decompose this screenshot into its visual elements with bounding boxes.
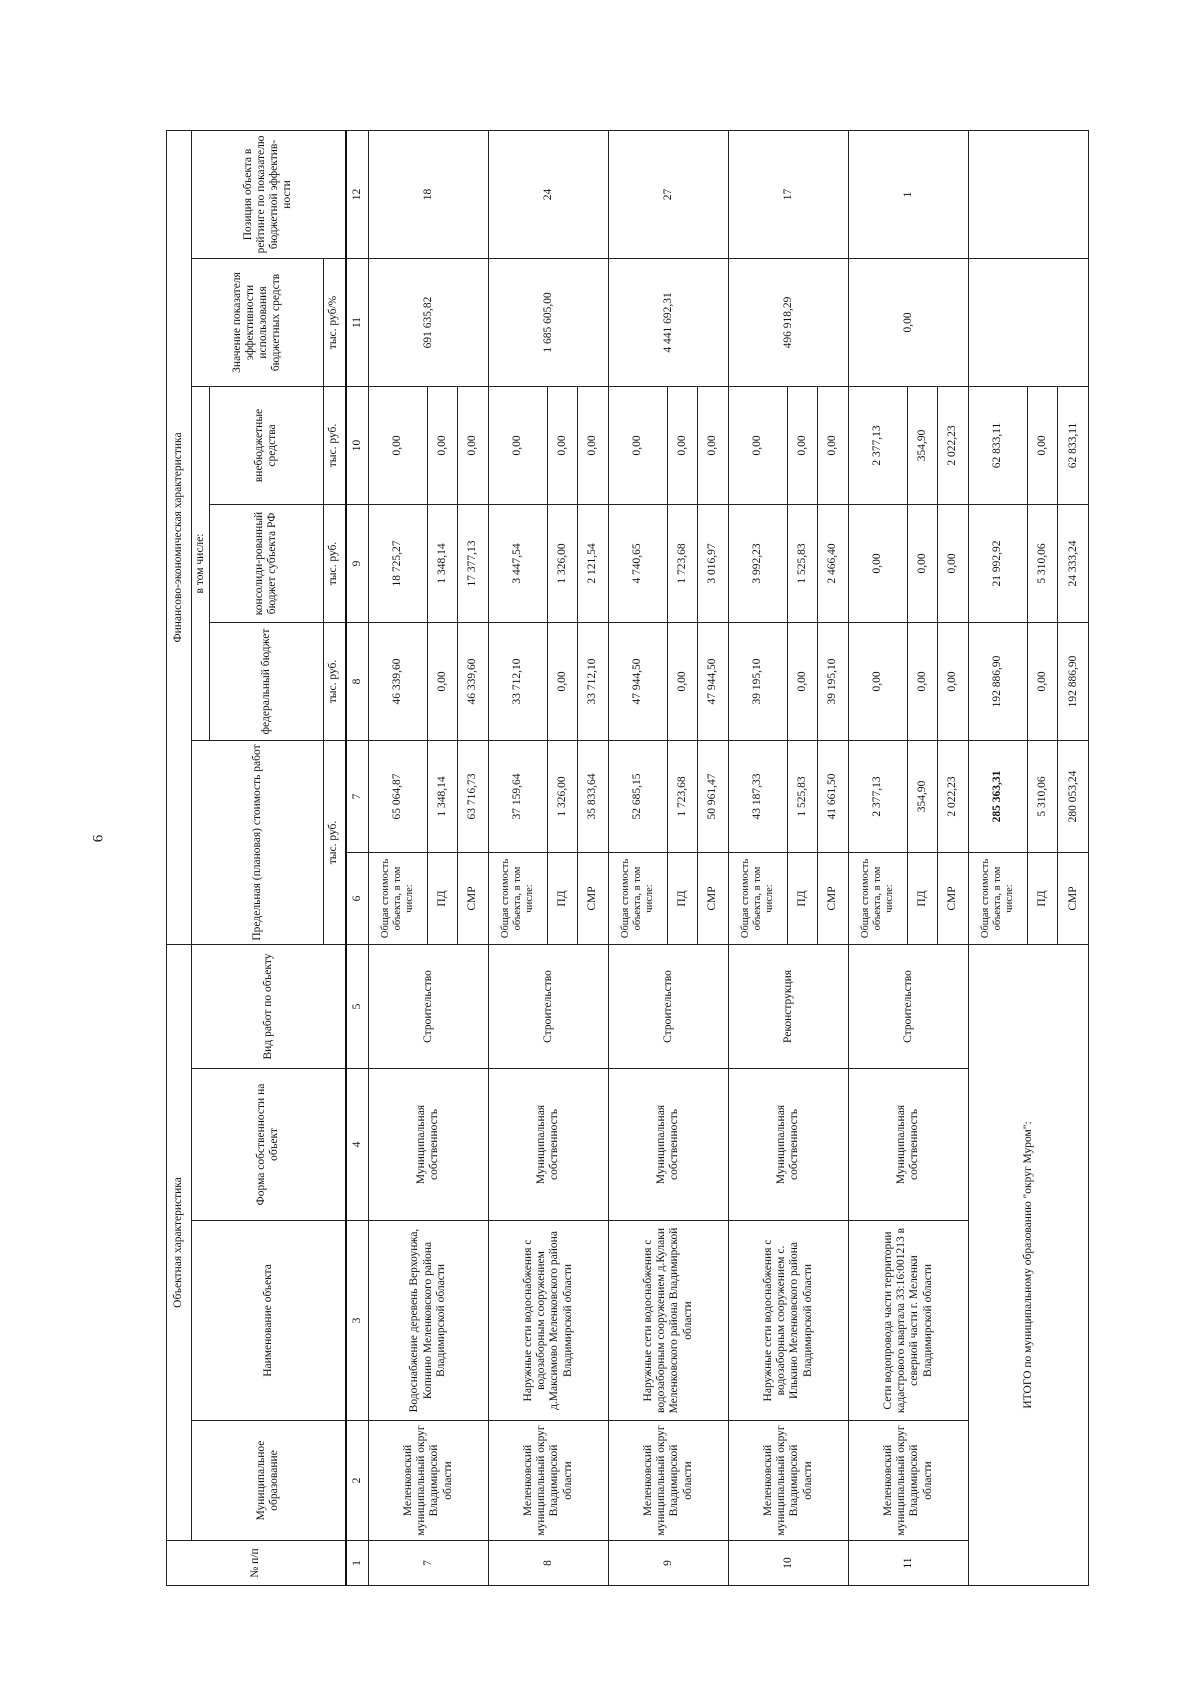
rotated-table-container: [166, 131, 1089, 1586]
header-including: в том числе:: [191, 386, 209, 740]
extra-value: 62 833,11: [968, 386, 1027, 504]
extra-value: 0,00: [488, 386, 547, 504]
cost-value: 35 833,64: [578, 740, 609, 852]
efficiency-cell: 0,00: [848, 258, 968, 386]
object-name-cell: Водоснабжение деревень Верхоунжа, Копнино Меленковского района Владимирской области: [368, 1221, 488, 1421]
cost-component-label: Общая стоимость объекта, в том числе:: [728, 852, 787, 944]
regional-value: 3 016,97: [698, 504, 729, 622]
header-object-name: Наименование объекта: [191, 1221, 345, 1421]
header-cost: Предельная (плановая) стоимость работ: [191, 740, 323, 944]
header-regional: консолиди-рованный бюджет субъекта РФ: [210, 504, 323, 622]
header-federal: федеральный бюджет: [210, 622, 323, 740]
col-number: 12: [346, 130, 369, 258]
municipality-cell: Меленковский муниципальный округ Владимирской области: [728, 1421, 848, 1541]
federal-value: 192 886,90: [968, 622, 1027, 740]
federal-value: 0,00: [427, 622, 458, 740]
total-efficiency-empty: [968, 258, 1088, 386]
cost-value: 1 348,14: [427, 740, 458, 852]
rank-cell: 17: [728, 130, 848, 258]
cost-value: 41 661,50: [818, 740, 849, 852]
work-type-cell: Строительство: [488, 944, 608, 1068]
object-name-cell: Наружные сети водоснабжения с водозаборным сооружением с. Илькино Меленковского района Владимирской области: [728, 1221, 848, 1421]
header-rank: Позиция объекта в рейтинге по показателю бюджетной эффектив-ности: [191, 130, 345, 258]
federal-value: 33 712,10: [488, 622, 547, 740]
federal-value: 39 195,10: [728, 622, 787, 740]
extra-value: 0,00: [427, 386, 458, 504]
total-label: ИТОГО по муниципальному образованию "округ Муром":: [968, 944, 1088, 1585]
regional-value: 2 121,54: [578, 504, 609, 622]
federal-value: 0,00: [667, 622, 698, 740]
extra-value: 0,00: [458, 386, 489, 504]
col-number: 5: [346, 944, 369, 1068]
federal-value: 192 886,90: [1058, 622, 1089, 740]
unit-regional: тыс. руб.: [323, 504, 346, 622]
municipality-cell: Меленковский муниципальный округ Владимирской области: [608, 1421, 728, 1541]
regional-value: 1 348,14: [427, 504, 458, 622]
rank-cell: 24: [488, 130, 608, 258]
header-efficiency: Значение показателя эффективности использования бюджетных средств: [191, 258, 323, 386]
regional-value: 4 740,65: [608, 504, 667, 622]
cost-value: 65 064,87: [368, 740, 427, 852]
work-type-cell: Строительство: [608, 944, 728, 1068]
cost-value: 63 716,73: [458, 740, 489, 852]
extra-value: 0,00: [368, 386, 427, 504]
cost-value: 2 022,23: [938, 740, 969, 852]
cost-component-label: Общая стоимость объекта, в том числе:: [848, 852, 907, 944]
rank-cell: 1: [848, 130, 968, 258]
efficiency-cell: 496 918,29: [728, 258, 848, 386]
federal-value: 39 195,10: [818, 622, 849, 740]
federal-value: 0,00: [848, 622, 907, 740]
extra-value: 0,00: [728, 386, 787, 504]
col-number: 4: [346, 1069, 369, 1221]
federal-value: 47 944,50: [698, 622, 729, 740]
federal-value: 0,00: [938, 622, 969, 740]
data-table: [166, 130, 1089, 1586]
municipality-cell: Меленковский муниципальный округ Владимирской области: [848, 1421, 968, 1541]
efficiency-cell: 691 635,82: [368, 258, 488, 386]
regional-value: 3 992,23: [728, 504, 787, 622]
work-type-cell: Реконструкция: [728, 944, 848, 1068]
header-extra: внебюджетные средства: [210, 386, 323, 504]
extra-value: 0,00: [787, 386, 818, 504]
work-type-cell: Строительство: [848, 944, 968, 1068]
cost-component-label: СМР: [458, 852, 489, 944]
cost-value: 43 187,33: [728, 740, 787, 852]
extra-value: 0,00: [818, 386, 849, 504]
federal-value: 47 944,50: [608, 622, 667, 740]
regional-value: 0,00: [938, 504, 969, 622]
header-group-object: Объектная характеристика: [167, 944, 192, 1540]
regional-value: 1 525,83: [787, 504, 818, 622]
col-number: 9: [346, 504, 369, 622]
cost-component-label: Общая стоимость объекта, в том числе:: [488, 852, 547, 944]
extra-value: 2 377,13: [848, 386, 907, 504]
row-number: 7: [368, 1541, 488, 1586]
extra-value: 0,00: [608, 386, 667, 504]
work-type-cell: Строительство: [368, 944, 488, 1068]
unit-cost: тыс. руб.: [323, 740, 346, 944]
unit-extra: тыс. руб.: [323, 386, 346, 504]
header-group-finance: Финансово-экономическая характеристика: [167, 130, 192, 944]
cost-value: 37 159,64: [488, 740, 547, 852]
cost-value: 1 525,83: [787, 740, 818, 852]
federal-value: 46 339,60: [458, 622, 489, 740]
row-number: 10: [728, 1541, 848, 1586]
col-number: 3: [346, 1221, 369, 1421]
cost-component-label: СМР: [698, 852, 729, 944]
efficiency-cell: 1 685 605,00: [488, 258, 608, 386]
rank-cell: 27: [608, 130, 728, 258]
municipality-cell: Меленковский муниципальный округ Владимирской области: [368, 1421, 488, 1541]
cost-value: 1 326,00: [547, 740, 578, 852]
cost-value: 1 723,68: [667, 740, 698, 852]
cost-component-label: Общая стоимость объекта, в том числе:: [968, 852, 1027, 944]
cost-value: 285 363,31: [968, 740, 1027, 852]
col-number: 11: [346, 258, 369, 386]
federal-value: 0,00: [547, 622, 578, 740]
object-name-cell: Наружные сети водоснабжения с водозаборным сооружением д.Максимово Меленковского района Владимирской области: [488, 1221, 608, 1421]
extra-value: 0,00: [698, 386, 729, 504]
regional-value: 2 466,40: [818, 504, 849, 622]
col-number: 1: [346, 1541, 369, 1586]
cost-component-label: ПД: [787, 852, 818, 944]
cost-value: 280 053,24: [1058, 740, 1089, 852]
extra-value: 2 022,23: [938, 386, 969, 504]
col-number: 2: [346, 1421, 369, 1541]
regional-value: 1 326,00: [547, 504, 578, 622]
ownership-cell: Муниципальная собственность: [728, 1069, 848, 1221]
unit-federal: тыс. руб.: [323, 622, 346, 740]
cost-component-label: СМР: [938, 852, 969, 944]
federal-value: 0,00: [907, 622, 938, 740]
table-row: [608, 130, 667, 1585]
cost-value: 354,90: [907, 740, 938, 852]
regional-value: 21 992,92: [968, 504, 1027, 622]
ownership-cell: Муниципальная собственность: [368, 1069, 488, 1221]
row-number: 11: [848, 1541, 968, 1586]
cost-component-label: ПД: [907, 852, 938, 944]
municipality-cell: Меленковский муниципальный округ Владимирской области: [488, 1421, 608, 1541]
cost-component-label: ПД: [427, 852, 458, 944]
regional-value: 3 447,54: [488, 504, 547, 622]
extra-value: 0,00: [578, 386, 609, 504]
extra-value: 354,90: [907, 386, 938, 504]
col-number: 7: [346, 740, 369, 852]
extra-value: 0,00: [1027, 386, 1058, 504]
page-number: 6: [90, 834, 107, 843]
row-number: 8: [488, 1541, 608, 1586]
cost-value: 2 377,13: [848, 740, 907, 852]
regional-value: 17 377,13: [458, 504, 489, 622]
total-rank-empty: [968, 130, 1088, 258]
table-row: [488, 130, 547, 1585]
col-number: 10: [346, 386, 369, 504]
table-row: [368, 130, 427, 1585]
ownership-cell: Муниципальная собственность: [488, 1069, 608, 1221]
regional-value: 24 333,24: [1058, 504, 1089, 622]
cost-component-label: Общая стоимость объекта, в том числе:: [608, 852, 667, 944]
column-number-row: [346, 130, 369, 1585]
unit-efficiency: тыс. руб/%: [323, 258, 346, 386]
ownership-cell: Муниципальная собственность: [848, 1069, 968, 1221]
cost-component-label: СМР: [1058, 852, 1089, 944]
col-number: 8: [346, 622, 369, 740]
cost-component-label: ПД: [1027, 852, 1058, 944]
rank-cell: 18: [368, 130, 488, 258]
object-name-cell: Наружные сети водоснабжения с водозаборным сооружением д.Кулаки Меленковского района Владимирской области: [608, 1221, 728, 1421]
federal-value: 33 712,10: [578, 622, 609, 740]
col-number: 6: [346, 852, 369, 944]
header-row-groups: [167, 130, 192, 1585]
cost-component-label: СМР: [578, 852, 609, 944]
cost-component-label: ПД: [667, 852, 698, 944]
regional-value: 0,00: [907, 504, 938, 622]
header-ownership: Форма собственности на объект: [191, 1069, 345, 1221]
cost-component-label: ПД: [547, 852, 578, 944]
regional-value: 0,00: [848, 504, 907, 622]
efficiency-cell: 4 441 692,31: [608, 258, 728, 386]
cost-value: 50 961,47: [698, 740, 729, 852]
cost-value: 52 685,15: [608, 740, 667, 852]
total-row: [968, 130, 1027, 1585]
ownership-cell: Муниципальная собственность: [608, 1069, 728, 1221]
regional-value: 1 723,68: [667, 504, 698, 622]
regional-value: 18 725,27: [368, 504, 427, 622]
extra-value: 0,00: [547, 386, 578, 504]
header-num: № п/п: [167, 1541, 346, 1586]
cost-value: 5 310,06: [1027, 740, 1058, 852]
header-work-type: Вид работ по объекту: [191, 944, 345, 1068]
table-row: [728, 130, 787, 1585]
regional-value: 5 310,06: [1027, 504, 1058, 622]
cost-component-label: СМР: [818, 852, 849, 944]
cost-component-label: Общая стоимость объекта, в том числе:: [368, 852, 427, 944]
object-name-cell: Сети водопровода части территории кадастрового квартала 33:16:001213 в северной части г. Меленки Владимирской области: [848, 1221, 968, 1421]
federal-value: 46 339,60: [368, 622, 427, 740]
extra-value: 62 833,11: [1058, 386, 1089, 504]
header-municipality: Муниципальное образование: [191, 1421, 345, 1541]
federal-value: 0,00: [1027, 622, 1058, 740]
table-row: [848, 130, 907, 1585]
extra-value: 0,00: [667, 386, 698, 504]
header-row-including: [191, 130, 209, 1585]
federal-value: 0,00: [787, 622, 818, 740]
row-number: 9: [608, 1541, 728, 1586]
